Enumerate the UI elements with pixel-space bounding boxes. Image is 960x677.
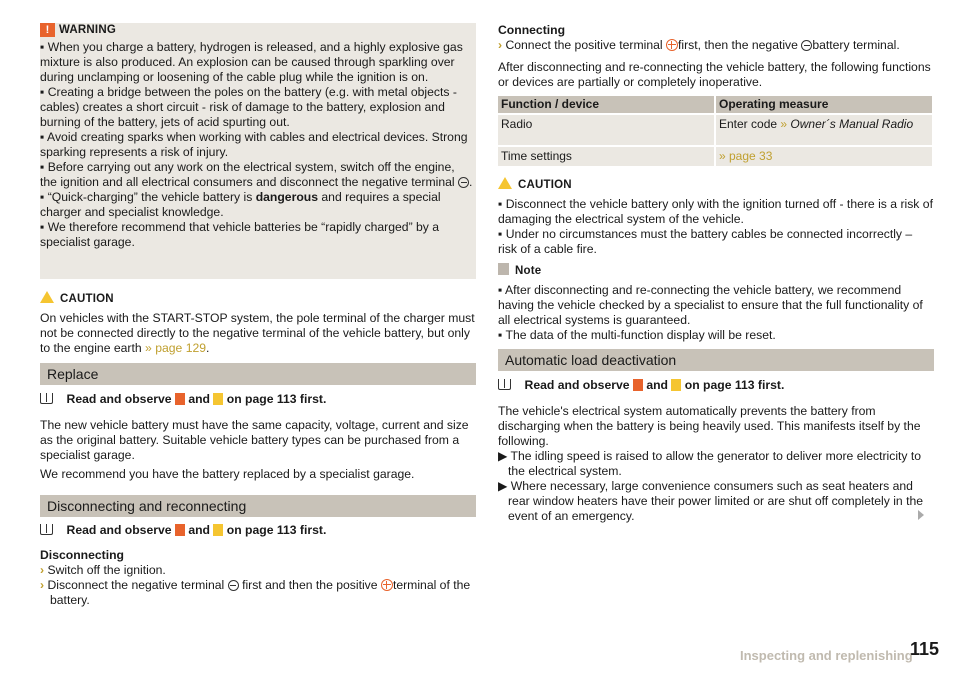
paragraph: The new vehicle battery must have the same capacity, voltage, current and size as the original battery. Suitable vehicle battery types can be purchased from a specialist garage.: [40, 418, 469, 462]
caution-marker-icon: [671, 379, 681, 391]
step-item: › Connect the positive terminal first, then the negative battery terminal.: [498, 38, 900, 52]
note-block: [498, 263, 934, 343]
list-item: ▶ The idling speed is raised to allow the generator to deliver more electricity to the electrical system.: [498, 449, 922, 478]
warning-marker-icon: [633, 379, 643, 391]
function-table: [498, 96, 934, 166]
note-item: ▪ After disconnecting and re-connecting the vehicle battery, we recommend having the vehicle checked by a specialist to ensure that the full functionality of all electrical systems is guaranteed.: [498, 283, 923, 327]
caution-block-2: [498, 177, 934, 257]
caution-marker-icon: [213, 393, 223, 405]
caution-marker-icon: [213, 524, 223, 536]
warning-icon: !: [40, 23, 55, 37]
page-number: 115: [910, 639, 940, 659]
read-observe-line: Read and observe and on page 113 first.: [40, 392, 476, 407]
caution-text: On vehicles with the START-STOP system, the pole terminal of the charger must not be connected directly to the negative terminal of the vehicle battery, but only to the engine earth » page 129.: [40, 311, 475, 355]
warning-marker-icon: [175, 524, 185, 536]
negative-terminal-icon: [228, 580, 239, 591]
info-icon: [498, 263, 509, 275]
table-cell: Time settings: [498, 146, 715, 166]
warning-item: ▪ We therefore recommend that vehicle batteries be “rapidly charged” by a specialist garage.: [40, 220, 440, 249]
book-icon: [40, 393, 53, 404]
section-heading-replace: Replace: [40, 363, 476, 385]
warning-title: WARNING: [59, 24, 116, 36]
warning-header: [40, 23, 476, 37]
warning-marker-icon: [175, 393, 185, 405]
caution-item: ▪ Under no circumstances must the battery cables be connected incorrectly – risk of a cable fire.: [498, 227, 913, 256]
step-item: › Disconnect the negative terminal first and then the positive terminal of the battery.: [40, 578, 471, 607]
table-cell: Radio: [498, 114, 715, 146]
read-observe-line: Read and observe and on page 113 first.: [40, 523, 476, 538]
note-label: Note: [515, 265, 542, 277]
page-ref-link[interactable]: » page 33: [719, 149, 773, 163]
table-header: Function / device: [498, 96, 715, 114]
caution-label: CAUTION: [60, 293, 114, 305]
caution-icon: [40, 291, 54, 303]
warning-item: ▪ Creating a bridge between the poles on the battery (e.g. with metal objects - cables) creates a short circuit - risk of damage to the battery, explosion and burning of the battery, jets of acid spurting out.: [40, 85, 457, 129]
section-heading-disconnecting: Disconnecting and reconnecting: [40, 495, 476, 517]
negative-terminal-icon: [801, 40, 812, 51]
table-cell: Enter code » Owner´s Manual Radio: [715, 114, 933, 146]
caution-header: [498, 177, 934, 193]
book-icon: [40, 524, 53, 535]
table-header-row: [498, 96, 933, 114]
book-icon: [498, 379, 511, 390]
table-cell: [715, 146, 933, 166]
warning-item: ▪ When you charge a battery, hydrogen is released, and a highly explosive gas mixture is also produced. An explosion can be caused through sparkling over during unclamping or loosening of the cable plug while the ignition is on.: [40, 40, 463, 84]
caution-item: ▪ Disconnect the vehicle battery only with the ignition turned off - there is a risk of damaging the electrical system of the vehicle.: [498, 197, 933, 226]
negative-terminal-icon: [458, 177, 469, 188]
positive-terminal-icon: [381, 579, 393, 591]
warning-item: ▪ “Quick-charging” the vehicle battery is dangerous and requires a special charger and specialist knowledge.: [40, 190, 441, 219]
table-row: [498, 114, 933, 146]
caution-header: [40, 291, 476, 307]
auto-load-body: [498, 404, 934, 524]
disconnecting-steps: [40, 548, 476, 608]
subheading: Disconnecting: [40, 548, 124, 562]
note-item: ▪ The data of the multi-function display will be reset.: [498, 328, 776, 342]
warning-body: [40, 40, 474, 250]
read-observe-line: Read and observe and on page 113 first.: [498, 378, 934, 393]
paragraph: After disconnecting and re-connecting the vehicle battery, the following functions or devices are partially or completely inoperative.: [498, 60, 931, 89]
caution-block-1: [40, 291, 476, 356]
warning-box: [40, 23, 476, 279]
subheading: Connecting: [498, 23, 566, 37]
section-heading-auto-load: Automatic load deactivation: [498, 349, 934, 371]
page-ref-link[interactable]: » page 129: [145, 341, 207, 355]
caution-icon: [498, 177, 512, 189]
table-header: Operating measure: [715, 96, 933, 114]
paragraph: We recommend you have the battery replaced by a specialist garage.: [40, 467, 415, 481]
step-item: › Switch off the ignition.: [40, 563, 166, 577]
caution-label: CAUTION: [518, 179, 572, 191]
warning-item: ▪ Before carrying out any work on the electrical system, switch off the engine, the ignition and all electrical consumers and disconnect the negative terminal .: [40, 160, 473, 189]
connecting-block: [498, 23, 934, 90]
warning-item: ▪ Avoid creating sparks when working with cables and electrical devices. Strong sparking represents a risk of injury.: [40, 130, 468, 159]
paragraph: The vehicle's electrical system automatically prevents the battery from discharging when the battery is being heavily used. This manifests itself by the following.: [498, 404, 921, 448]
continue-arrow-icon: [918, 510, 924, 520]
list-item: ▶ Where necessary, large convenience consumers such as seat heaters and rear window heaters have their power limited or are shut off completely in the event of an emergency.: [498, 479, 924, 523]
positive-terminal-icon: [666, 39, 678, 51]
footer-section-title: Inspecting and replenishing: [740, 648, 913, 663]
note-header: [498, 263, 934, 279]
table-row: [498, 146, 933, 166]
